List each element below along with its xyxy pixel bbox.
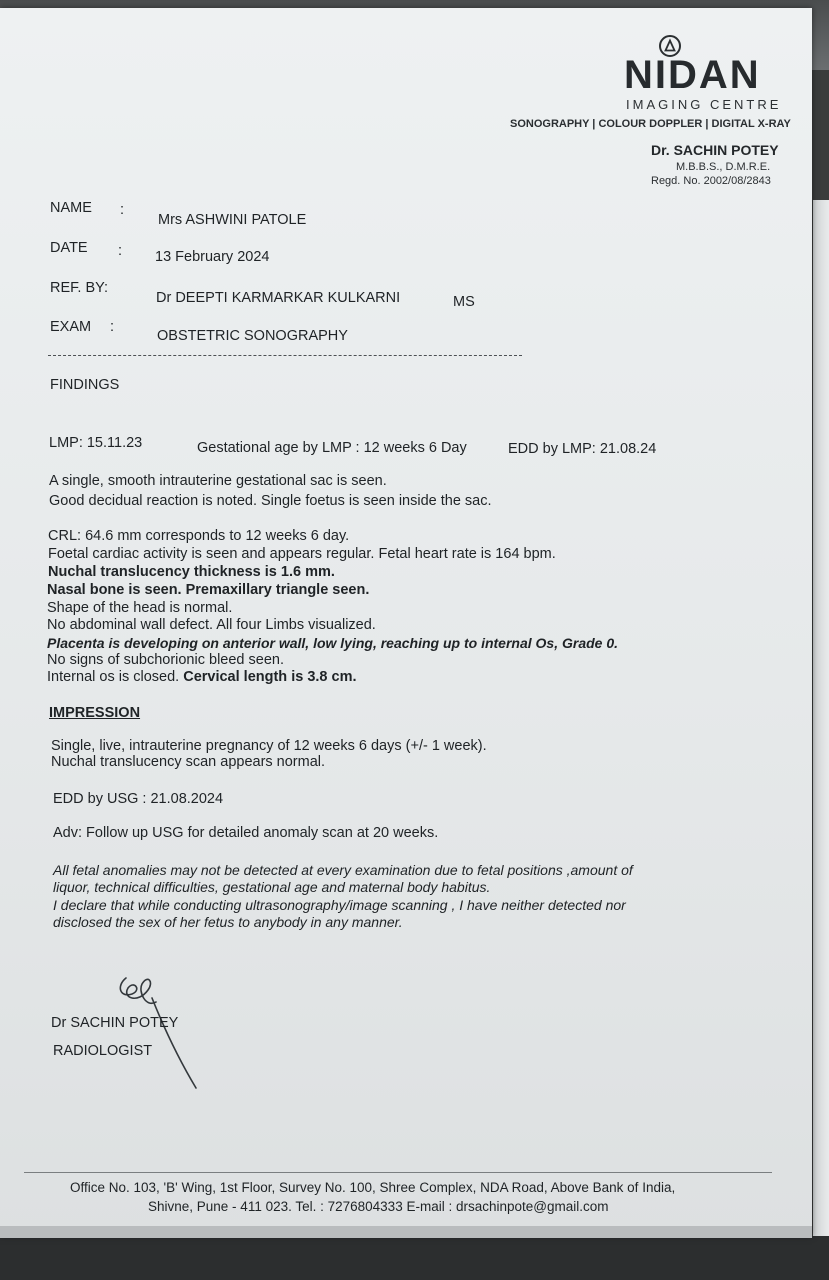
logo-name: NIDAN bbox=[624, 53, 761, 97]
referring-degree: MS bbox=[453, 294, 475, 310]
finding-cardiac: Foetal cardiac activity is seen and appears regular. Fetal heart rate is 164 bpm. bbox=[48, 546, 556, 562]
impression-nuchal: Nuchal translucency scan appears normal. bbox=[51, 754, 326, 770]
finding-head-shape: Shape of the head is normal. bbox=[47, 600, 233, 616]
finding-decidual: Good decidual reaction is noted. Single foetus is seen inside the sac. bbox=[49, 493, 492, 509]
adjacent-page-edge bbox=[813, 200, 829, 1240]
finding-internal-os: Internal os is closed. Cervical length is 3.8 cm. bbox=[47, 669, 357, 685]
gestational-age-lmp: Gestational age by LMP : 12 weeks 6 Day bbox=[197, 440, 467, 456]
signatory-name: Dr SACHIN POTEY bbox=[51, 1015, 179, 1031]
header-divider bbox=[48, 355, 522, 356]
edd-usg: EDD by USG : 21.08.2024 bbox=[53, 791, 224, 807]
letterhead-degree: M.B.B.S., D.M.R.E. bbox=[676, 161, 771, 173]
date-label: DATE bbox=[50, 240, 88, 256]
finding-nuchal: Nuchal translucency thickness is 1.6 mm. bbox=[48, 564, 335, 580]
finding-subchorionic: No signs of subchorionic bleed seen. bbox=[47, 652, 284, 668]
finding-crl: CRL: 64.6 mm corresponds to 12 weeks 6 day. bbox=[48, 528, 350, 544]
handwritten-signature bbox=[108, 968, 218, 1098]
footer-address-1: Office No. 103, 'B' Wing, 1st Floor, Survey No. 100, Shree Complex, NDA Road, Above Bank of India, bbox=[70, 1180, 676, 1195]
logo-subtitle: IMAGING CENTRE bbox=[626, 97, 782, 112]
disclaimer-line-2: liquor, technical difficulties, gestational age and maternal body habitus. bbox=[53, 879, 491, 895]
paper-bottom-strip bbox=[0, 1226, 812, 1238]
name-separator: : bbox=[120, 202, 125, 218]
finding-placenta: Placenta is developing on anterior wall, low lying, reaching up to internal Os, Grade 0. bbox=[47, 635, 619, 651]
report-date: 13 February 2024 bbox=[155, 249, 270, 265]
registration-number: Regd. No. 2002/08/2843 bbox=[651, 175, 771, 187]
finding-nasal-bone: Nasal bone is seen. Premaxillary triangle seen. bbox=[47, 582, 370, 598]
date-separator: : bbox=[118, 243, 123, 259]
finding-abdominal: No abdominal wall defect. All four Limbs visualized. bbox=[47, 617, 376, 633]
disclaimer-line-4: disclosed the sex of her fetus to anybody in any manner. bbox=[53, 914, 403, 930]
letterhead-doctor: Dr. SACHIN POTEY bbox=[651, 142, 779, 158]
report-sheet bbox=[0, 8, 812, 1236]
exam-label: EXAM bbox=[50, 319, 92, 335]
advice: Adv: Follow up USG for detailed anomaly scan at 20 weeks. bbox=[53, 825, 439, 841]
finding-cervical-length: Cervical length is 3.8 cm. bbox=[183, 669, 357, 685]
disclaimer-line-3: I declare that while conducting ultrasonography/image scanning , I have neither detected nor bbox=[53, 897, 626, 913]
signatory-title: RADIOLOGIST bbox=[53, 1043, 153, 1059]
exam-separator: : bbox=[110, 319, 115, 335]
footer-divider bbox=[24, 1172, 772, 1173]
impression-pregnancy: Single, live, intrauterine pregnancy of 12 weeks 6 days (+/- 1 week). bbox=[51, 738, 487, 754]
exam-type: OBSTETRIC SONOGRAPHY bbox=[157, 328, 348, 344]
footer-address-2: Shivne, Pune - 411 023. Tel. : 7276804333 E-mail : drsachinpote@gmail.com bbox=[148, 1199, 609, 1214]
finding-sac: A single, smooth intrauterine gestational sac is seen. bbox=[49, 473, 387, 489]
name-label: NAME bbox=[50, 200, 92, 216]
impression-heading: IMPRESSION bbox=[49, 705, 141, 721]
ref-label: REF. BY: bbox=[50, 280, 109, 296]
photo-backdrop-bottom bbox=[0, 1236, 829, 1280]
edd-lmp: EDD by LMP: 21.08.24 bbox=[508, 441, 657, 457]
services-line: SONOGRAPHY | COLOUR DOPPLER | DIGITAL X-RAY bbox=[510, 118, 791, 130]
patient-name: Mrs ASHWINI PATOLE bbox=[158, 212, 307, 228]
findings-heading: FINDINGS bbox=[50, 377, 120, 393]
disclaimer-line-1: All fetal anomalies may not be detected at every examination due to fetal positions ,amount of bbox=[53, 862, 633, 878]
referring-doctor: Dr DEEPTI KARMARKAR KULKARNI bbox=[156, 290, 401, 306]
lmp: LMP: 15.11.23 bbox=[49, 435, 143, 451]
